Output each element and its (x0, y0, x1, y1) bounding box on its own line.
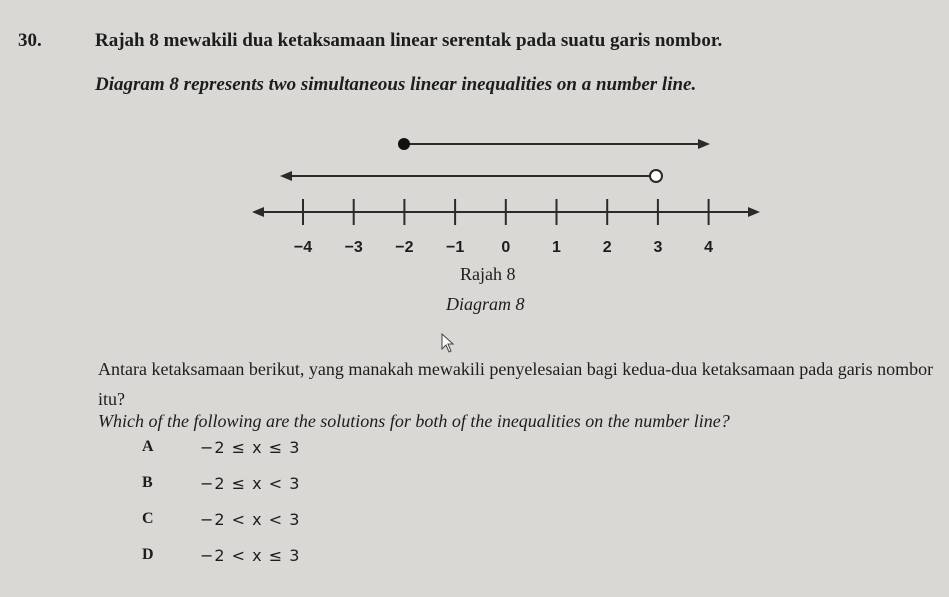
tick-label: 1 (552, 239, 561, 256)
option-expression: −2 ≤ x < 3 (200, 473, 301, 493)
option-letter: D (142, 546, 154, 563)
axis-arrow-left (252, 207, 264, 217)
closed-circle-minus-2 (398, 138, 410, 150)
instruction-malay: Antara ketaksamaan berikut, yang manakah mewakili penyelesaian bagi kedua-dua ketaksamaan pada garis nombor itu? (98, 359, 934, 409)
lower-ray-arrow (280, 171, 292, 181)
tick-label: 2 (602, 239, 612, 256)
option-c[interactable] (142, 506, 300, 532)
option-letter: A (142, 438, 154, 455)
option-letter: C (142, 510, 154, 527)
tick-label: −3 (344, 239, 363, 256)
mouse-cursor-icon (440, 333, 456, 353)
tick-label: 3 (653, 239, 663, 256)
tick-label: 4 (704, 239, 714, 256)
option-b[interactable] (142, 470, 300, 496)
diagram-caption-malay: Rajah 8 (460, 264, 516, 284)
option-a[interactable] (142, 434, 300, 460)
tick-label: −2 (395, 239, 414, 256)
option-expression: −2 ≤ x ≤ 3 (200, 437, 301, 457)
open-circle-3 (650, 170, 662, 182)
tick-labels (294, 239, 713, 256)
option-expression: −2 < x ≤ 3 (200, 545, 301, 565)
axis-arrow-right (748, 207, 760, 217)
option-d[interactable] (142, 542, 300, 568)
upper-ray-arrow (698, 139, 710, 149)
tick-label: 0 (501, 239, 511, 256)
option-letter: B (142, 474, 153, 491)
tick-label: −1 (445, 239, 465, 256)
question-number: 30. (18, 30, 42, 51)
diagram-caption-english: Diagram 8 (446, 294, 525, 314)
question-stem-malay: Rajah 8 mewakili dua ketaksamaan linear serentak pada suatu garis nombor. (95, 30, 723, 51)
question-stem-english: Diagram 8 represents two simultaneous linear inequalities on a number line. (95, 74, 697, 95)
tick-label: −4 (293, 239, 313, 256)
option-expression: −2 < x < 3 (200, 509, 301, 529)
instruction-english: Which of the following are the solutions for both of the inequalities on the number line? (98, 411, 730, 431)
